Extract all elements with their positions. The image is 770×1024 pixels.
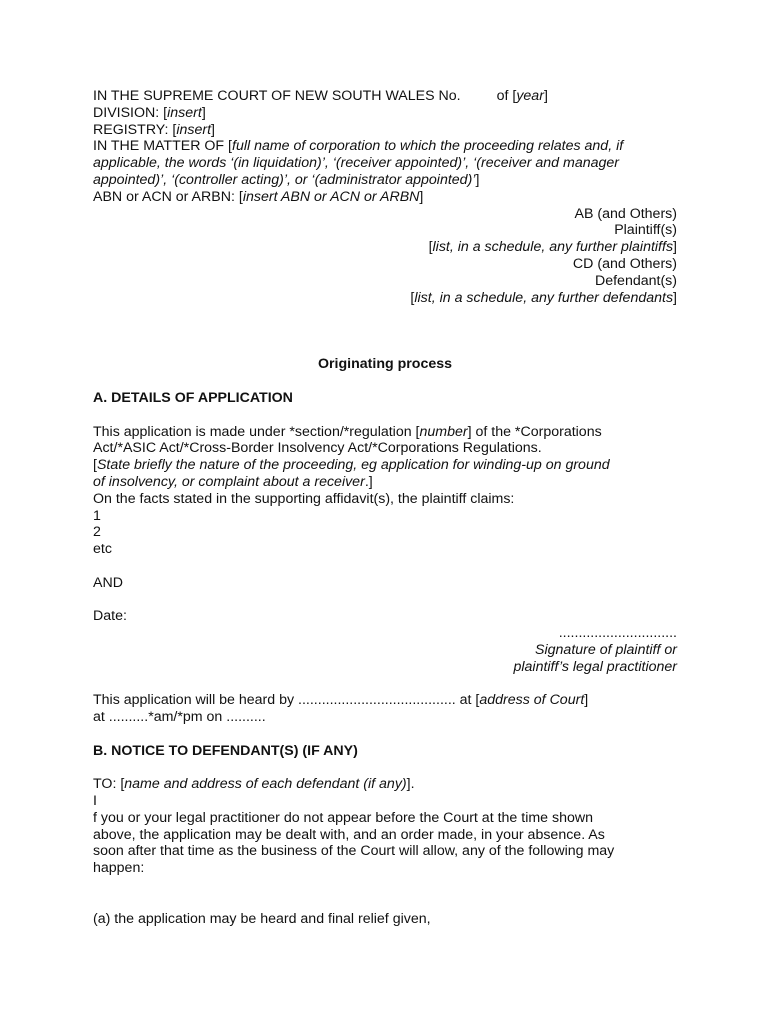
defendant-details: name and address of each defendant (if any) [124, 776, 407, 793]
court-of: of [ [496, 88, 517, 104]
proceeding-nature-1: State briefly the nature of the proceeding, eg application for winding-up on ground [96, 457, 610, 474]
application-number: number [419, 423, 468, 440]
abn-close: ] [419, 188, 424, 205]
division-label: DIVISION: [ [93, 104, 168, 121]
notice-line-2: above, the application may be dealt with, and an order made, in your absence. As [93, 826, 605, 843]
and-label: AND [93, 574, 123, 591]
bracket-open: [ [410, 289, 415, 306]
application-line-3 [93, 457, 677, 474]
list-item-a: (a) the application may be heard and final relief given, [93, 910, 431, 927]
plaintiff-name: AB (and Others) [574, 205, 677, 222]
matter-text-1: full name of corporation to which the proceeding relates and, if [232, 138, 624, 155]
i-line: I [93, 793, 97, 810]
defendant-label: Defendant(s) [594, 272, 677, 289]
matter-close: ] [475, 171, 480, 188]
court-close: ] [543, 88, 548, 104]
bracket-close: ] [673, 239, 677, 256]
notice-line-1: f you or your legal practitioner do not appear before the Court at the time shown [93, 809, 594, 826]
defendant-name: CD (and Others) [572, 255, 677, 272]
bracket-close: .] [364, 473, 373, 490]
hearing-text: This application will be heard by ........................................ at [ [93, 692, 480, 709]
matter-line-3 [93, 172, 677, 189]
to-line [93, 776, 677, 793]
plaintiff-note-text: list, in a schedule, any further plaintiffs [432, 239, 674, 256]
division-line [93, 105, 677, 122]
bracket-close: ]. [406, 776, 415, 793]
application-line-2: Act/*ASIC Act/*Cross-Border Insolvency Act/*Corporations Regulations. [93, 440, 542, 457]
defendant-note-text: list, in a schedule, any further defendants [414, 289, 674, 306]
plaintiff-label: Plaintiff(s) [614, 222, 677, 239]
abn-line [93, 189, 677, 206]
plaintiff-note [93, 239, 677, 256]
bracket-open: [ [428, 239, 433, 256]
to-label: TO: [ [93, 776, 125, 793]
hearing-line-2: at ..........*am/*pm on .......... [93, 709, 266, 726]
court-name: IN THE SUPREME COURT OF NEW SOUTH WALES No. [93, 88, 461, 104]
bracket-close: ] [584, 692, 589, 709]
registry-label: REGISTRY: [ [93, 121, 177, 138]
notice-line-3: soon after that time as the business of the Court will allow, any of the following may [93, 843, 615, 860]
section-a-heading: A. DETAILS OF APPLICATION [93, 389, 293, 406]
signature-dots: .............................. [558, 625, 677, 642]
matter-label: IN THE MATTER OF [ [93, 138, 232, 155]
registry-value: insert [176, 121, 212, 138]
proceeding-nature-2: of insolvency, or complaint about a receiver [93, 473, 365, 490]
registry-line [93, 122, 677, 139]
application-line-4 [93, 474, 677, 491]
court-year: year [516, 88, 544, 104]
claim-item: etc [93, 541, 112, 558]
application-text-1b: ] of the *Corporations [467, 423, 602, 440]
registry-close: ] [211, 121, 215, 138]
bracket-close: ] [673, 289, 677, 306]
section-b-heading: B. NOTICE TO DEFENDANT(S) (IF ANY) [93, 742, 358, 759]
date-label: Date: [93, 608, 127, 625]
signature-caption-1 [93, 642, 677, 659]
abn-label: ABN or ACN or ARBN: [ [93, 188, 243, 205]
matter-line-2 [93, 155, 677, 172]
bracket-open: [ [93, 457, 97, 474]
division-value: insert [167, 104, 202, 121]
claims-intro: On the facts stated in the supporting affidavit(s), the plaintiff claims: [93, 490, 515, 507]
signature-caption-2 [93, 659, 677, 676]
division-close: ] [201, 104, 206, 121]
signature-caption-text-1: Signature of plaintiff or [535, 641, 677, 658]
application-text-1a: This application is made under *section/*regulation [ [93, 423, 420, 440]
hearing-line-1 [93, 692, 677, 709]
document-title: Originating process [317, 356, 453, 373]
court-line [93, 88, 677, 105]
application-line-1 [93, 424, 677, 441]
abn-value: insert ABN or ACN or ARBN [242, 188, 420, 205]
claim-item: 2 [93, 524, 101, 541]
matter-text-3: appointed)’, ‘(controller acting)’, or ‘(administrator appointed)’ [93, 171, 476, 188]
signature-caption-text-2: plaintiff’s legal practitioner [513, 658, 677, 675]
matter-line-1 [93, 138, 677, 155]
claim-item: 1 [93, 507, 101, 524]
defendant-note [93, 290, 677, 307]
notice-line-4: happen: [93, 860, 145, 877]
matter-text-2: applicable, the words ‘(in liquidation)’, ‘(receiver appointed)’, ‘(receiver and manager [93, 155, 619, 172]
document-page [93, 88, 677, 927]
court-address: address of Court [479, 692, 585, 709]
